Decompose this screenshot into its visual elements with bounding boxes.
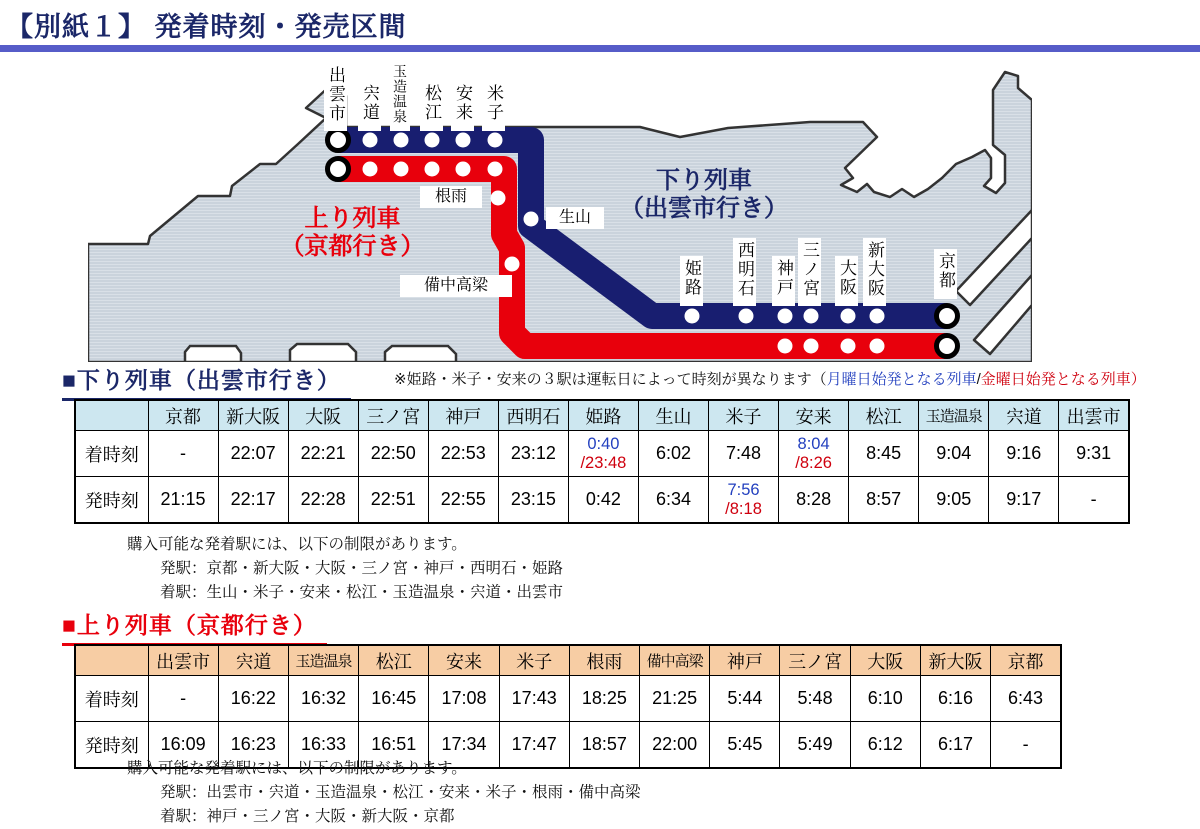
route-map <box>0 57 1200 365</box>
time-cell: 6:17 <box>920 722 990 769</box>
time-cell: 8:28 <box>779 477 849 524</box>
header-row <box>75 400 1129 431</box>
time-cell: 16:45 <box>359 676 429 722</box>
time-cell: 6:02 <box>638 431 708 477</box>
time-cell: 23:15 <box>498 477 568 524</box>
time-cell: 6:12 <box>850 722 920 769</box>
station-header: 備中高梁 <box>640 645 710 676</box>
time-cell: - <box>991 722 1061 769</box>
map-station-label: 根雨 <box>420 186 482 208</box>
station-header: 出雲市 <box>1059 400 1129 431</box>
time-cell: 5:48 <box>780 676 850 722</box>
station-header: 京都 <box>991 645 1061 676</box>
time-cell: 16:22 <box>218 676 288 722</box>
time-cell: 0:42 <box>568 477 638 524</box>
map-station-label: 京都 <box>934 249 957 299</box>
map-station-label: 宍道 <box>358 81 381 131</box>
time-cell: 8:57 <box>849 477 919 524</box>
time-cell: 5:49 <box>780 722 850 769</box>
time-cell: 16:33 <box>288 722 358 769</box>
station-header: 出雲市 <box>148 645 218 676</box>
page-title: 【別紙１】 発着時刻・発売区間 <box>6 12 407 42</box>
station-header: 宍道 <box>989 400 1059 431</box>
map-station-label: 安来 <box>451 81 474 131</box>
map-station-label: 松江 <box>420 81 443 131</box>
station-header: 京都 <box>148 400 218 431</box>
up-purchase-notes: 購入可能な発着駅には、以下の制限があります。 発駅：出雲市・宍道・玉造温泉・松江・安来・米子・根雨・備中高梁 着駅：神戸・三ノ宮・大阪・新大阪・京都 <box>127 760 641 825</box>
map-station-label: 姫路 <box>680 256 703 306</box>
time-row <box>75 676 1061 722</box>
time-cell: 22:21 <box>288 431 358 477</box>
time-cell: 5:44 <box>710 676 780 722</box>
time-cell: 6:34 <box>638 477 708 524</box>
map-station-label: 米子 <box>482 81 505 131</box>
island-shape <box>185 346 241 362</box>
time-cell: 0:40 /23:48 <box>568 431 638 477</box>
station-header: 三ノ宮 <box>780 645 850 676</box>
station-header: 米子 <box>709 400 779 431</box>
station-header: 根雨 <box>569 645 639 676</box>
time-cell: 7:56 /8:18 <box>709 477 779 524</box>
time-cell: 22:50 <box>358 431 428 477</box>
time-cell: 8:45 <box>849 431 919 477</box>
time-cell: 22:17 <box>218 477 288 524</box>
time-cell: 6:10 <box>850 676 920 722</box>
map-station-label: 神戸 <box>772 256 795 306</box>
station-header: 姫路 <box>568 400 638 431</box>
time-row <box>75 477 1129 524</box>
time-cell: 8:04 /8:26 <box>779 431 849 477</box>
time-cell: 16:23 <box>218 722 288 769</box>
station-header: 安来 <box>429 645 499 676</box>
time-cell: 23:12 <box>498 431 568 477</box>
time-cell: 6:16 <box>920 676 990 722</box>
time-cell: 9:05 <box>919 477 989 524</box>
row-label: 着時刻 <box>75 431 148 477</box>
time-cell: 16:51 <box>359 722 429 769</box>
station-dot-neu <box>491 191 506 206</box>
row-label: 発時刻 <box>75 477 148 524</box>
map-station-label: 玉造温泉 <box>390 61 410 131</box>
map-station-label: 西明石 <box>733 238 756 306</box>
time-cell: 22:55 <box>428 477 498 524</box>
time-cell: 9:16 <box>989 431 1059 477</box>
station-header: 神戸 <box>710 645 780 676</box>
time-cell: 21:25 <box>640 676 710 722</box>
time-cell: 5:45 <box>710 722 780 769</box>
station-header: 新大阪 <box>920 645 990 676</box>
time-cell: 22:51 <box>358 477 428 524</box>
row-label: 発時刻 <box>75 722 148 769</box>
time-cell: 6:43 <box>991 676 1061 722</box>
island-shape <box>385 346 456 362</box>
row-label: 着時刻 <box>75 676 148 722</box>
map-station-label: 三ノ宮 <box>798 238 821 306</box>
down-section-heading: ■下り列車（出雲市行き） <box>62 362 351 401</box>
map-station-label: 大阪 <box>835 256 858 306</box>
station-header: 玉造温泉 <box>288 645 358 676</box>
header-divider-bar <box>0 45 1200 52</box>
station-header: 安来 <box>779 400 849 431</box>
schedule-variation-note: ※姫路・米子・安来の３駅は運転日によって時刻が異なります（月曜日始発となる列車/金曜日始発となる列車） <box>394 371 1146 388</box>
time-cell: 16:09 <box>148 722 218 769</box>
time-cell: 22:53 <box>428 431 498 477</box>
station-header: 米子 <box>499 645 569 676</box>
time-cell: 22:00 <box>640 722 710 769</box>
time-cell: - <box>148 676 218 722</box>
down-timetable <box>74 399 1130 524</box>
station-header: 神戸 <box>428 400 498 431</box>
map-station-label: 生山 <box>546 207 604 229</box>
time-cell: 16:32 <box>288 676 358 722</box>
down-route-label: 下り列車 （出雲市行き） <box>620 167 788 222</box>
station-header: 松江 <box>359 645 429 676</box>
down-purchase-notes: 購入可能な発着駅には、以下の制限があります。 発駅：京都・新大阪・大阪・三ノ宮・神戸・西明石・姫路 着駅：生山・米子・安来・松江・玉造温泉・宍道・出雲市 <box>127 536 564 601</box>
time-cell: 9:31 <box>1059 431 1129 477</box>
station-header: 玉造温泉 <box>919 400 989 431</box>
station-header: 松江 <box>849 400 919 431</box>
time-row <box>75 431 1129 477</box>
station-header: 新大阪 <box>218 400 288 431</box>
time-cell: 17:43 <box>499 676 569 722</box>
header-row <box>75 645 1061 676</box>
time-cell: 22:28 <box>288 477 358 524</box>
time-cell: 17:34 <box>429 722 499 769</box>
station-header: 三ノ宮 <box>358 400 428 431</box>
time-cell: 7:48 <box>709 431 779 477</box>
map-station-label: 新大阪 <box>863 238 886 306</box>
time-cell: 21:15 <box>148 477 218 524</box>
time-cell: - <box>148 431 218 477</box>
time-cell: 18:57 <box>569 722 639 769</box>
time-cell: 9:17 <box>989 477 1059 524</box>
time-cell: 17:47 <box>499 722 569 769</box>
up-timetable <box>74 644 1062 769</box>
time-cell: 17:08 <box>429 676 499 722</box>
station-dot-bitchutakahashi <box>505 257 520 272</box>
up-section-heading: ■上り列車（京都行き） <box>62 607 327 646</box>
station-dot-shouyama <box>524 212 539 227</box>
map-station-label: 出雲市 <box>324 63 347 131</box>
time-cell: 9:04 <box>919 431 989 477</box>
station-header: 西明石 <box>498 400 568 431</box>
time-cell: - <box>1059 477 1129 524</box>
island-shape <box>290 344 356 362</box>
station-header: 大阪 <box>288 400 358 431</box>
station-header: 生山 <box>638 400 708 431</box>
station-header: 大阪 <box>850 645 920 676</box>
corner-cell <box>75 400 148 431</box>
corner-cell <box>75 645 148 676</box>
map-station-label: 備中高梁 <box>400 275 512 297</box>
station-header: 宍道 <box>218 645 288 676</box>
time-cell: 22:07 <box>218 431 288 477</box>
time-cell: 18:25 <box>569 676 639 722</box>
up-route-label: 上り列車 （京都行き） <box>280 205 425 260</box>
